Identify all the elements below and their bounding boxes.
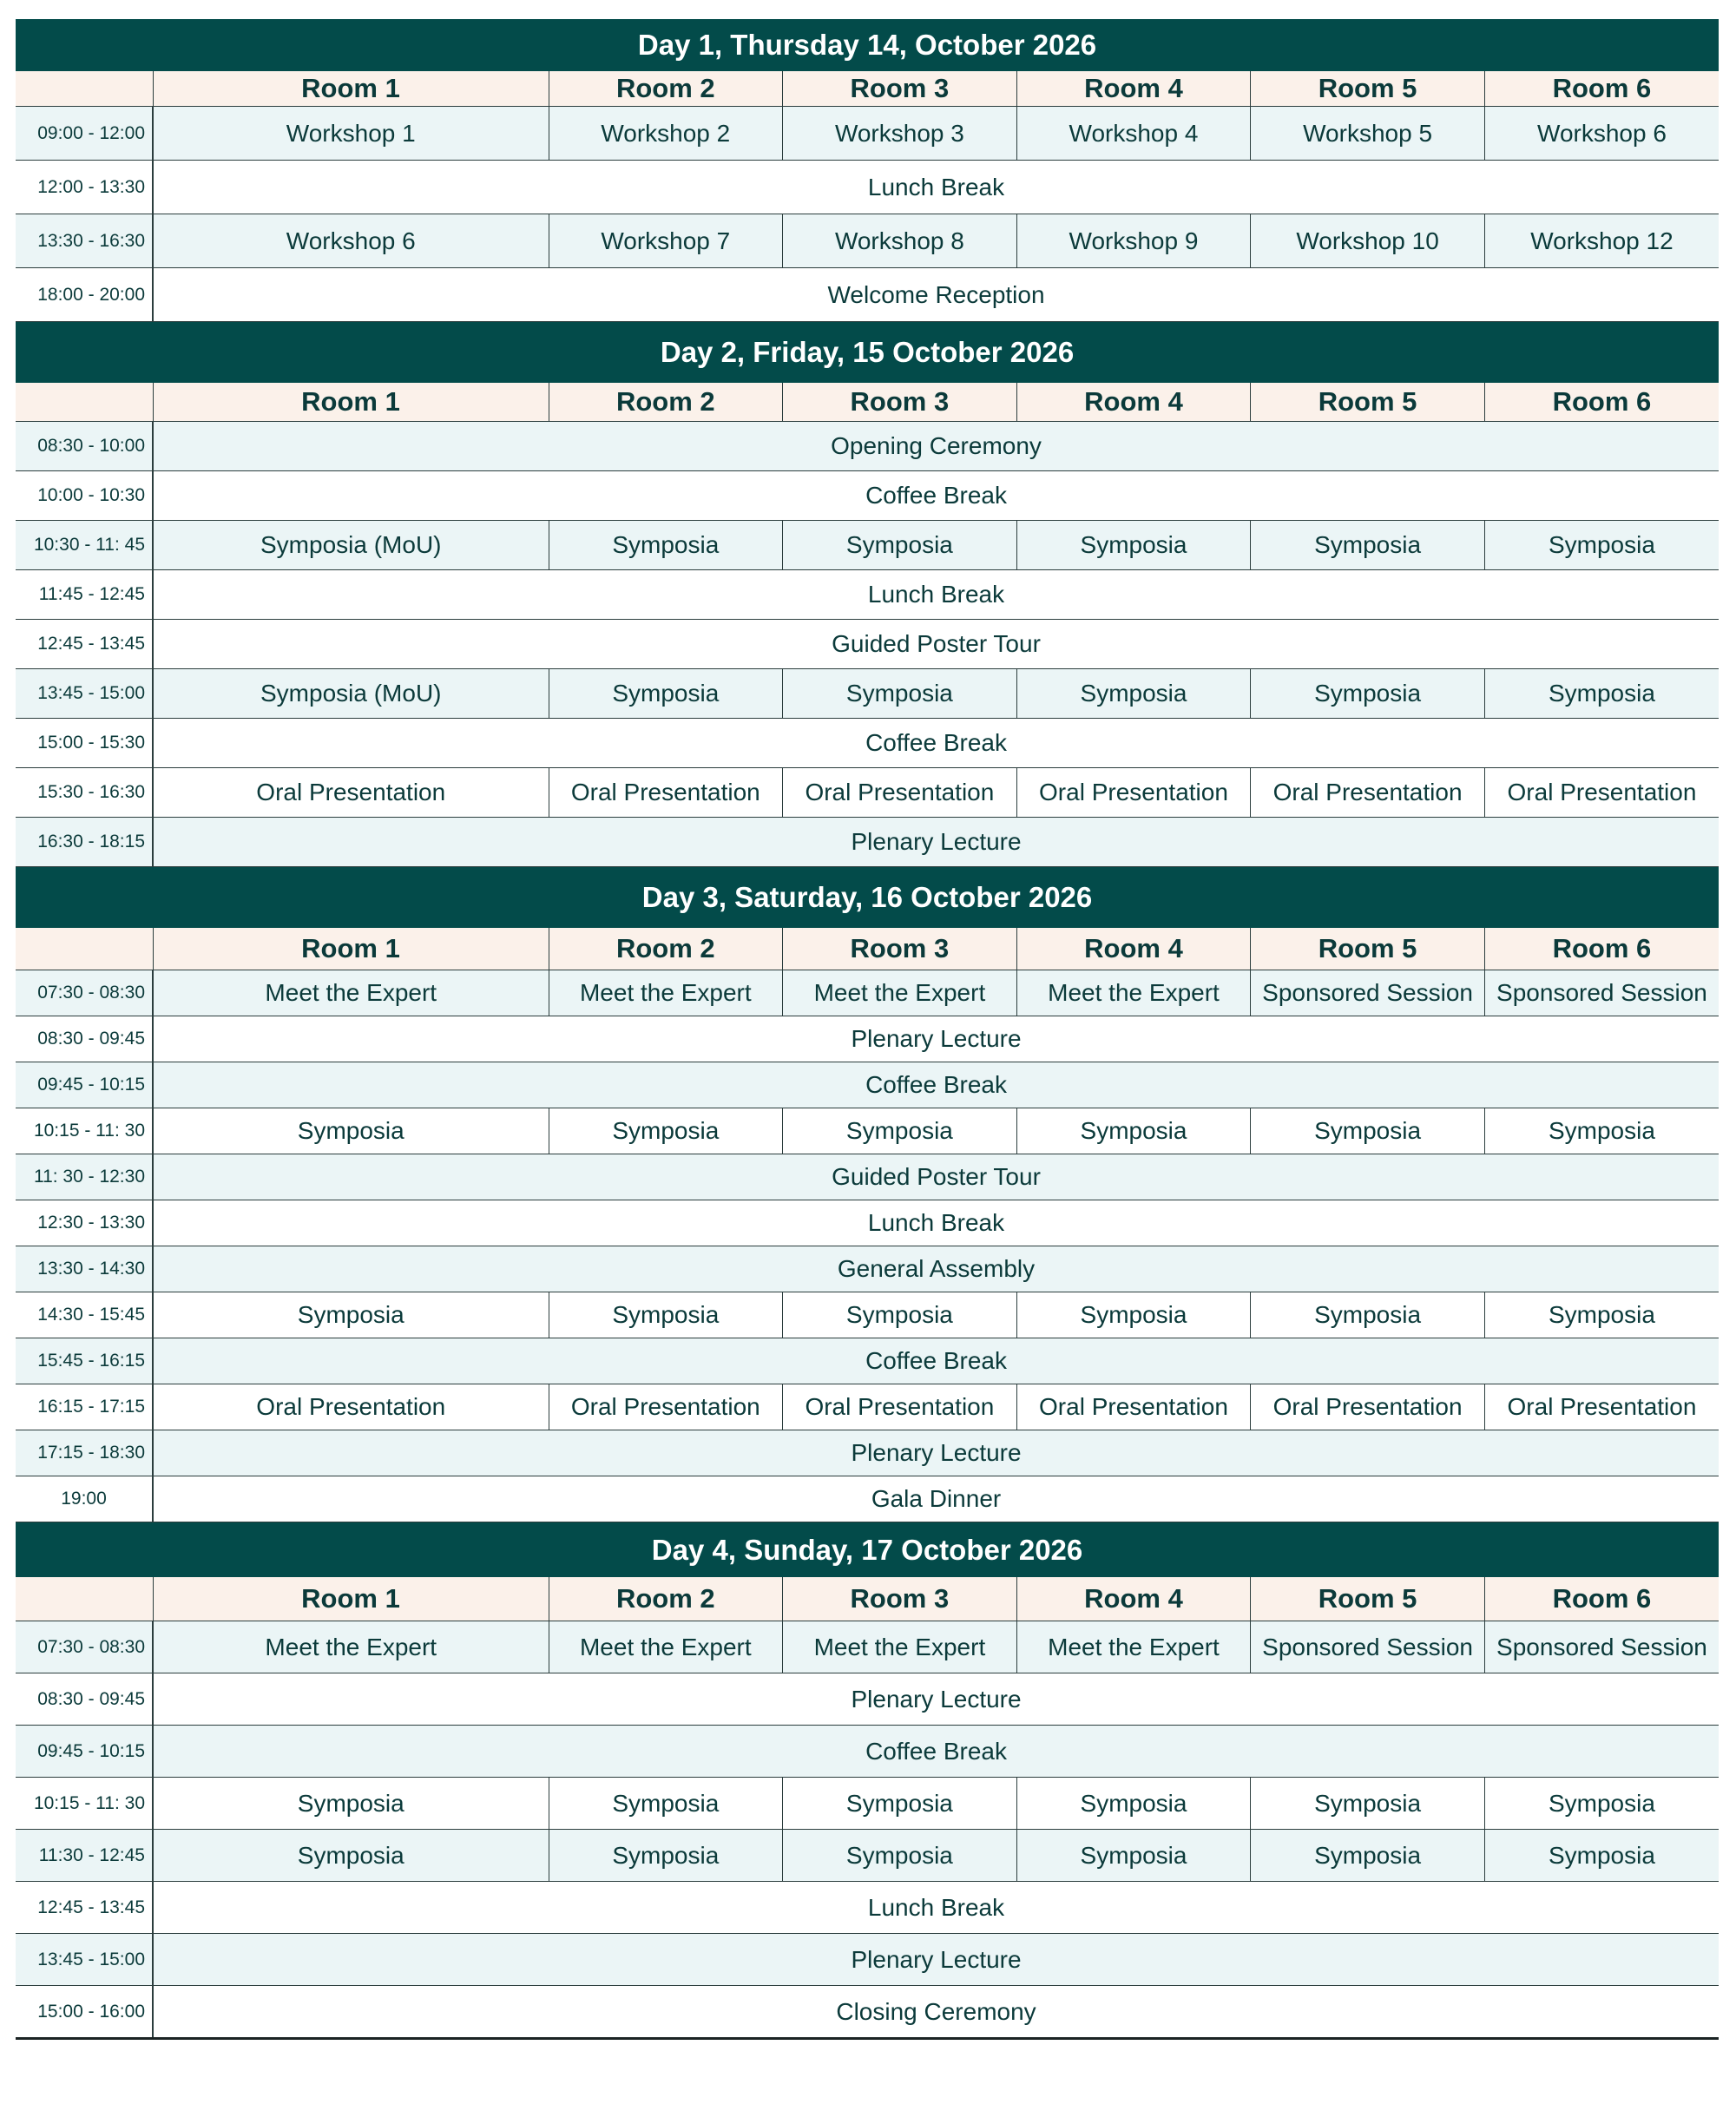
session-cell: Symposia xyxy=(1251,669,1485,719)
schedule-row xyxy=(16,1108,1719,1154)
session-cell: Symposia xyxy=(1016,1108,1251,1154)
session-cell: Sponsored Session xyxy=(1251,1621,1485,1673)
session-cell: Meet the Expert xyxy=(153,970,549,1016)
schedule-row xyxy=(16,1830,1719,1882)
schedule-row xyxy=(16,768,1719,818)
schedule-row xyxy=(16,669,1719,719)
session-cell: Symposia xyxy=(1251,1830,1485,1882)
session-cell: Meet the Expert xyxy=(1016,970,1251,1016)
plenary-session-cell: Plenary Lecture xyxy=(153,818,1719,867)
day-header-row xyxy=(16,322,1719,384)
room-header-row xyxy=(16,1577,1719,1621)
session-cell: Symposia xyxy=(549,1292,783,1338)
schedule-row xyxy=(16,471,1719,521)
plenary-session-cell: Lunch Break xyxy=(153,1882,1719,1934)
plenary-session-cell: Welcome Reception xyxy=(153,268,1719,322)
session-cell: Symposia xyxy=(549,1108,783,1154)
time-slot: 12:45 - 13:45 xyxy=(16,1882,153,1934)
session-cell: Symposia xyxy=(1016,1830,1251,1882)
time-column-header xyxy=(16,1577,153,1621)
time-slot: 19:00 xyxy=(16,1476,153,1522)
plenary-session-cell: Plenary Lecture xyxy=(153,1673,1719,1726)
schedule-row xyxy=(16,1200,1719,1246)
time-slot: 07:30 - 08:30 xyxy=(16,1621,153,1673)
schedule-row xyxy=(16,818,1719,867)
session-cell: Workshop 2 xyxy=(549,107,783,161)
session-cell: Symposia xyxy=(783,1778,1017,1830)
room-header: Room 6 xyxy=(1484,71,1719,107)
session-cell: Sponsored Session xyxy=(1484,1621,1719,1673)
session-cell: Symposia xyxy=(153,1292,549,1338)
plenary-session-cell: Closing Ceremony xyxy=(153,1986,1719,2039)
session-cell: Workshop 7 xyxy=(549,214,783,268)
day-title: Day 2, Friday, 15 October 2026 xyxy=(16,322,1719,384)
schedule-row xyxy=(16,1476,1719,1522)
schedule-row xyxy=(16,1621,1719,1673)
plenary-session-cell: Coffee Break xyxy=(153,1062,1719,1108)
session-cell: Symposia xyxy=(1251,1108,1485,1154)
day-header-row xyxy=(16,19,1719,71)
session-cell: Workshop 6 xyxy=(1484,107,1719,161)
session-cell: Symposia xyxy=(1484,1292,1719,1338)
session-cell: Meet the Expert xyxy=(783,970,1017,1016)
session-cell: Symposia xyxy=(783,1830,1017,1882)
session-cell: Symposia xyxy=(153,1778,549,1830)
plenary-session-cell: Plenary Lecture xyxy=(153,1934,1719,1986)
schedule-row xyxy=(16,1154,1719,1200)
time-slot: 12:30 - 13:30 xyxy=(16,1200,153,1246)
time-slot: 10:00 - 10:30 xyxy=(16,471,153,521)
session-cell: Symposia xyxy=(549,1778,783,1830)
time-slot: 15:45 - 16:15 xyxy=(16,1338,153,1384)
time-column-header xyxy=(16,928,153,970)
time-slot: 16:15 - 17:15 xyxy=(16,1384,153,1430)
room-header: Room 6 xyxy=(1484,1577,1719,1621)
schedule-row xyxy=(16,1882,1719,1934)
room-header: Room 3 xyxy=(783,71,1017,107)
session-cell: Oral Presentation xyxy=(1484,768,1719,818)
room-header: Room 4 xyxy=(1016,1577,1251,1621)
time-slot: 13:30 - 14:30 xyxy=(16,1246,153,1292)
room-header: Room 1 xyxy=(153,1577,549,1621)
room-header: Room 5 xyxy=(1251,71,1485,107)
session-cell: Symposia xyxy=(1484,669,1719,719)
room-header-row xyxy=(16,928,1719,970)
time-slot: 11:30 - 12:45 xyxy=(16,1830,153,1882)
plenary-session-cell: Coffee Break xyxy=(153,471,1719,521)
schedule-row xyxy=(16,107,1719,161)
plenary-session-cell: Guided Poster Tour xyxy=(153,1154,1719,1200)
session-cell: Meet the Expert xyxy=(1016,1621,1251,1673)
room-header: Room 2 xyxy=(549,1577,783,1621)
session-cell: Symposia xyxy=(153,1830,549,1882)
time-column-header xyxy=(16,383,153,422)
schedule-row xyxy=(16,1934,1719,1986)
time-slot: 09:45 - 10:15 xyxy=(16,1062,153,1108)
plenary-session-cell: Plenary Lecture xyxy=(153,1430,1719,1476)
room-header: Room 1 xyxy=(153,383,549,422)
conference-schedule-table xyxy=(16,19,1719,2040)
plenary-session-cell: Opening Ceremony xyxy=(153,422,1719,471)
schedule-row xyxy=(16,1726,1719,1778)
session-cell: Symposia xyxy=(783,669,1017,719)
session-cell: Oral Presentation xyxy=(783,768,1017,818)
session-cell: Symposia xyxy=(1016,1292,1251,1338)
time-slot: 07:30 - 08:30 xyxy=(16,970,153,1016)
session-cell: Meet the Expert xyxy=(549,970,783,1016)
room-header: Room 2 xyxy=(549,383,783,422)
day-title: Day 3, Saturday, 16 October 2026 xyxy=(16,867,1719,929)
room-header: Room 2 xyxy=(549,71,783,107)
time-slot: 08:30 - 09:45 xyxy=(16,1673,153,1726)
schedule-row xyxy=(16,1986,1719,2039)
plenary-session-cell: Lunch Break xyxy=(153,161,1719,214)
time-slot: 13:30 - 16:30 xyxy=(16,214,153,268)
session-cell: Oral Presentation xyxy=(1484,1384,1719,1430)
session-cell: Oral Presentation xyxy=(549,768,783,818)
session-cell: Workshop 5 xyxy=(1251,107,1485,161)
session-cell: Workshop 12 xyxy=(1484,214,1719,268)
session-cell: Symposia xyxy=(1016,1778,1251,1830)
time-slot: 10:15 - 11: 30 xyxy=(16,1108,153,1154)
schedule-row xyxy=(16,620,1719,669)
session-cell: Sponsored Session xyxy=(1251,970,1485,1016)
plenary-session-cell: Lunch Break xyxy=(153,570,1719,620)
schedule-row xyxy=(16,161,1719,214)
session-cell: Symposia xyxy=(1251,1778,1485,1830)
time-column-header xyxy=(16,71,153,107)
time-slot: 18:00 - 20:00 xyxy=(16,268,153,322)
schedule-row xyxy=(16,970,1719,1016)
day-title: Day 4, Sunday, 17 October 2026 xyxy=(16,1522,1719,1578)
schedule-row xyxy=(16,422,1719,471)
time-slot: 15:00 - 16:00 xyxy=(16,1986,153,2039)
session-cell: Workshop 4 xyxy=(1016,107,1251,161)
room-header: Room 5 xyxy=(1251,383,1485,422)
plenary-session-cell: Lunch Break xyxy=(153,1200,1719,1246)
time-slot: 09:00 - 12:00 xyxy=(16,107,153,161)
time-slot: 09:45 - 10:15 xyxy=(16,1726,153,1778)
schedule-row xyxy=(16,268,1719,322)
time-slot: 13:45 - 15:00 xyxy=(16,1934,153,1986)
room-header: Room 6 xyxy=(1484,383,1719,422)
session-cell: Symposia xyxy=(1484,1778,1719,1830)
room-header: Room 6 xyxy=(1484,928,1719,970)
session-cell: Symposia (MoU) xyxy=(153,521,549,570)
session-cell: Sponsored Session xyxy=(1484,970,1719,1016)
session-cell: Symposia xyxy=(1016,669,1251,719)
room-header-row xyxy=(16,71,1719,107)
time-slot: 14:30 - 15:45 xyxy=(16,1292,153,1338)
schedule-row xyxy=(16,719,1719,768)
plenary-session-cell: Coffee Break xyxy=(153,719,1719,768)
time-slot: 11:45 - 12:45 xyxy=(16,570,153,620)
time-slot: 08:30 - 10:00 xyxy=(16,422,153,471)
schedule-row xyxy=(16,1778,1719,1830)
session-cell: Workshop 1 xyxy=(153,107,549,161)
session-cell: Oral Presentation xyxy=(153,768,549,818)
room-header: Room 1 xyxy=(153,928,549,970)
room-header: Room 5 xyxy=(1251,1577,1485,1621)
plenary-session-cell: Coffee Break xyxy=(153,1726,1719,1778)
schedule-row xyxy=(16,1673,1719,1726)
session-cell: Meet the Expert xyxy=(783,1621,1017,1673)
room-header: Room 2 xyxy=(549,928,783,970)
schedule-row xyxy=(16,214,1719,268)
time-slot: 15:30 - 16:30 xyxy=(16,768,153,818)
schedule-row xyxy=(16,1016,1719,1062)
session-cell: Workshop 6 xyxy=(153,214,549,268)
room-header: Room 3 xyxy=(783,1577,1017,1621)
schedule-row xyxy=(16,1384,1719,1430)
time-slot: 17:15 - 18:30 xyxy=(16,1430,153,1476)
schedule-row xyxy=(16,1062,1719,1108)
plenary-session-cell: Guided Poster Tour xyxy=(153,620,1719,669)
time-slot: 13:45 - 15:00 xyxy=(16,669,153,719)
plenary-session-cell: Plenary Lecture xyxy=(153,1016,1719,1062)
session-cell: Symposia xyxy=(1016,521,1251,570)
session-cell: Oral Presentation xyxy=(1016,768,1251,818)
session-cell: Symposia xyxy=(549,1830,783,1882)
session-cell: Symposia xyxy=(153,1108,549,1154)
room-header: Room 1 xyxy=(153,71,549,107)
schedule-row xyxy=(16,1338,1719,1384)
day-header-row xyxy=(16,1522,1719,1578)
schedule-row xyxy=(16,570,1719,620)
session-cell: Symposia xyxy=(549,521,783,570)
room-header: Room 3 xyxy=(783,383,1017,422)
session-cell: Workshop 3 xyxy=(783,107,1017,161)
session-cell: Symposia (MoU) xyxy=(153,669,549,719)
room-header: Room 3 xyxy=(783,928,1017,970)
session-cell: Oral Presentation xyxy=(1251,1384,1485,1430)
time-slot: 10:15 - 11: 30 xyxy=(16,1778,153,1830)
time-slot: 10:30 - 11: 45 xyxy=(16,521,153,570)
room-header: Room 4 xyxy=(1016,928,1251,970)
time-slot: 12:00 - 13:30 xyxy=(16,161,153,214)
plenary-session-cell: General Assembly xyxy=(153,1246,1719,1292)
session-cell: Symposia xyxy=(549,669,783,719)
session-cell: Symposia xyxy=(783,1292,1017,1338)
plenary-session-cell: Gala Dinner xyxy=(153,1476,1719,1522)
session-cell: Meet the Expert xyxy=(153,1621,549,1673)
session-cell: Symposia xyxy=(783,1108,1017,1154)
session-cell: Symposia xyxy=(1484,1830,1719,1882)
session-cell: Oral Presentation xyxy=(1251,768,1485,818)
session-cell: Workshop 8 xyxy=(783,214,1017,268)
session-cell: Workshop 10 xyxy=(1251,214,1485,268)
session-cell: Symposia xyxy=(1251,521,1485,570)
session-cell: Symposia xyxy=(1484,521,1719,570)
schedule-row xyxy=(16,1430,1719,1476)
session-cell: Workshop 9 xyxy=(1016,214,1251,268)
session-cell: Meet the Expert xyxy=(549,1621,783,1673)
room-header: Room 4 xyxy=(1016,71,1251,107)
session-cell: Oral Presentation xyxy=(153,1384,549,1430)
day-header-row xyxy=(16,867,1719,929)
time-slot: 16:30 - 18:15 xyxy=(16,818,153,867)
schedule-row xyxy=(16,1292,1719,1338)
time-slot: 12:45 - 13:45 xyxy=(16,620,153,669)
room-header-row xyxy=(16,383,1719,422)
session-cell: Oral Presentation xyxy=(549,1384,783,1430)
time-slot: 08:30 - 09:45 xyxy=(16,1016,153,1062)
time-slot: 11: 30 - 12:30 xyxy=(16,1154,153,1200)
session-cell: Symposia xyxy=(783,521,1017,570)
room-header: Room 5 xyxy=(1251,928,1485,970)
plenary-session-cell: Coffee Break xyxy=(153,1338,1719,1384)
session-cell: Oral Presentation xyxy=(783,1384,1017,1430)
schedule-row xyxy=(16,1246,1719,1292)
session-cell: Symposia xyxy=(1484,1108,1719,1154)
room-header: Room 4 xyxy=(1016,383,1251,422)
day-title: Day 1, Thursday 14, October 2026 xyxy=(16,19,1719,71)
session-cell: Oral Presentation xyxy=(1016,1384,1251,1430)
session-cell: Symposia xyxy=(1251,1292,1485,1338)
schedule-row xyxy=(16,521,1719,570)
time-slot: 15:00 - 15:30 xyxy=(16,719,153,768)
